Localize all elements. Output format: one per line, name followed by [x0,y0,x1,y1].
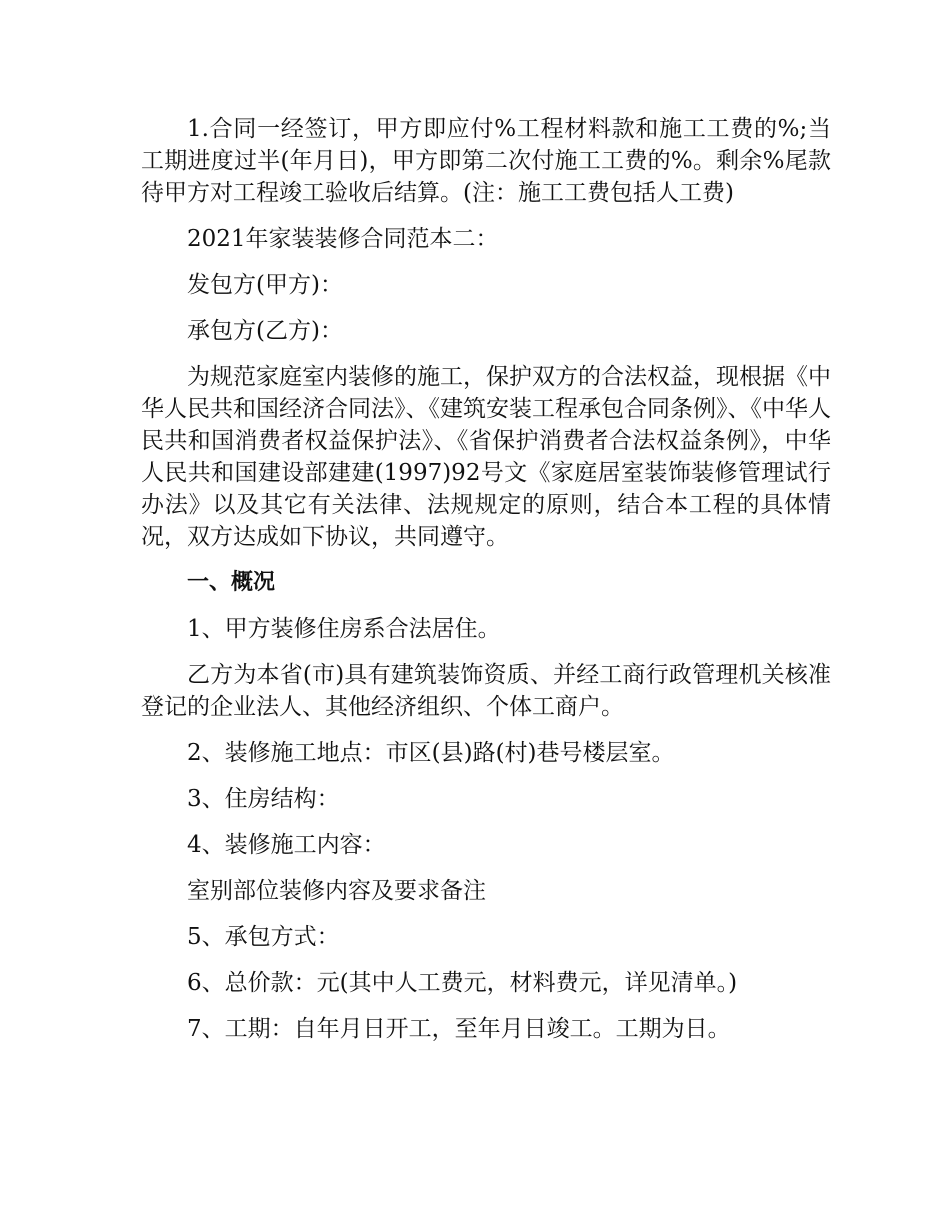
clause-2: 2、装修施工地点：市区(县)路(村)巷号楼层室。 [187,740,675,766]
room-table-header-line: 室别部位装修内容及要求备注 [187,878,486,904]
contractor-qualification-paragraph: 乙方为本省(市)具有建筑装饰资质、并经工商行政管理机关核准登记的企业法人、其他经济组织、个体工商户。 [141,662,831,720]
section-heading-overview: 一、概况 [187,570,276,595]
clause-6: 6、总价款：元(其中人工费元，材料费元，详见清单。) [187,970,738,996]
clause-4: 4、装修施工内容： [187,832,386,858]
contract-sample-title: 2021年家装装修合同范本二： [187,226,499,252]
payment-terms-paragraph: 1.合同一经签订，甲方即应付%工程材料款和施工工费的%;当工期进度过半(年月日)，甲方即第二次付施工工费的%。剩余%尾款待甲方对工程竣工验收后结算。(注：施工工费包括人工费) [141,116,831,206]
party-a-line: 发包方(甲方)： [187,272,343,298]
preamble-paragraph: 为规范家庭室内装修的施工，保护双方的合法权益，现根据《中华人民共和国经济合同法》、《建筑安装工程承包合同条例》、《中华人民共和国消费者权益保护法》、《省保护消费者合法权益条例》，中华人民共和国建设部建建(1997)92号文《家庭居室装饰装修管理试行办法》以及其它有关法律、法规规定的原则，结合本工程的具体情况，双方达成如下协议，共同遵守。 [141,364,831,550]
clause-5: 5、承包方式： [187,924,340,950]
clause-1: 1、甲方装修住房系合法居住。 [187,616,501,642]
clause-3: 3、住房结构： [187,786,340,812]
clause-7: 7、工期：自年月日开工，至年月日竣工。工期为日。 [187,1016,731,1042]
party-b-line: 承包方(乙方)： [187,318,343,344]
document-body [141,113,831,1059]
